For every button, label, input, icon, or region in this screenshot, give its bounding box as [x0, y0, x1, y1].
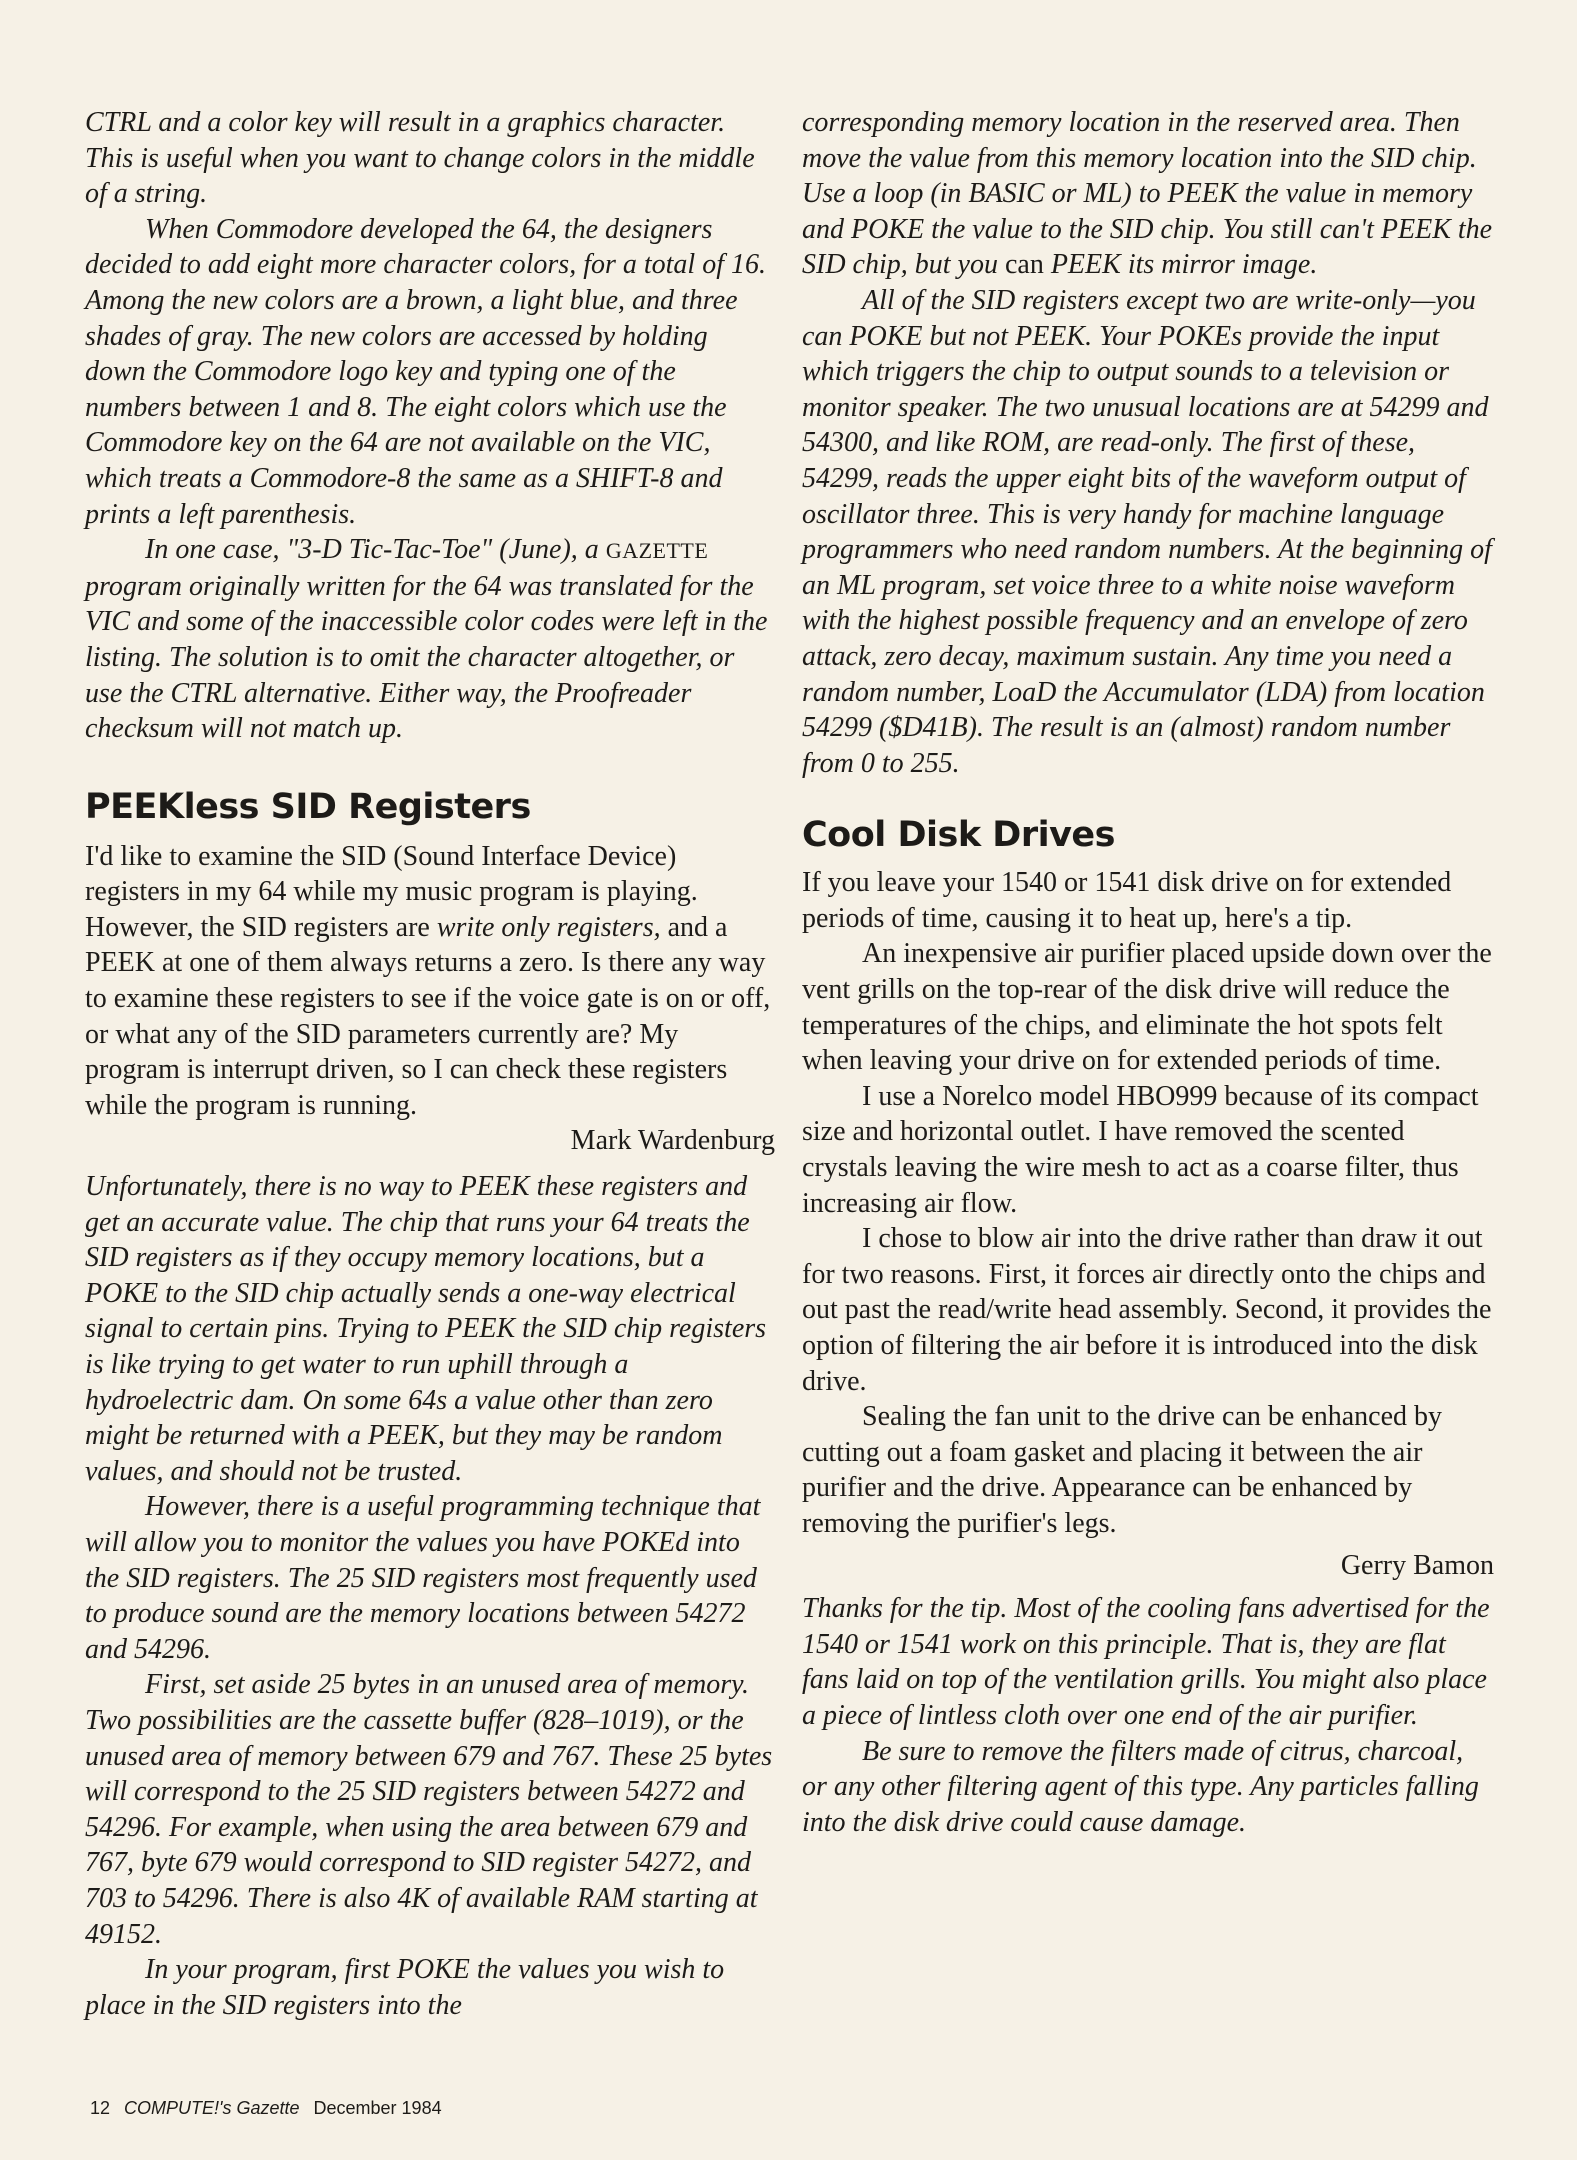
intro-p3-end: program originally written for the 64 was translated for the VIC and some of the inaccessible color codes were left in the listing. The solution is to omit the character altogether, or use the CTRL alternative. Either way, the Proofreader checksum will not match up.	[85, 570, 768, 745]
reply-paragraph-1: Thanks for the tip. Most of the cooling fans advertised for the 1540 or 1541 work on this principle. That is, they are flat fans laid on top of the ventilation grills. You might also place a piece of lintless cloth over one end of the air purifier.	[802, 1593, 1490, 1731]
gazette-smallcaps: GAZETTE	[605, 538, 709, 564]
continued-paragraph-2: All of the SID registers except two are write-only—you can POKE but not PEEK. Your POKEs provide the input which triggers the chip to output sounds to a television or monitor speaker. The two unusual locations are at 54299 and 54300, and like ROM, are read-only. The first of these, 54299, reads the upper eight bits of the waveform output of oscillator three. This is very handy for machine language programmers who need random numbers. At the beginning of an ML program, set voice three to a white noise waveform with the highest possible frequency and an envelope of zero attack, zero decay, maximum sustain. Any time you need a random number, LoaD the Accumulator (LDA) from location 54299 ($D41B). The result is an (almost) random number from 0 to 255.	[802, 284, 1492, 779]
page-footer	[90, 2098, 442, 2119]
question-paragraph	[85, 839, 775, 1124]
letter-paragraph-3: I use a Norelco model HBO999 because of its compact size and horizontal outlet. I have removed the scented crystals leaving the wire mesh to act as a coarse filter, thus increasing air flow.	[802, 1080, 1479, 1219]
answer-paragraph-3: First, set aside 25 bytes in an unused area of memory. Two possibilities are the cassette buffer (828–1019), or the unused area of memory between 679 and 767. These 25 bytes will correspond to the 25 SID registers between 54272 and 54296. For example, when using the area between 679 and 767, byte 679 would correspond to SID register 54272, and 703 to 54296. There is also 4K of available RAM starting at 49152.	[85, 1669, 773, 1950]
answer-paragraph-2: However, there is a useful programming technique that will allow you to monitor the values you have POKEd into the SID registers. The 25 SID registers most frequently used to produce sound are the memory locations between 54272 and 54296.	[85, 1491, 761, 1665]
letter-signature: Gerry Bamon	[1340, 1549, 1494, 1581]
letter-paragraph-4: I chose to blow air into the drive rather than draw it out for two reasons. First, it forces air directly onto the chips and out past the read/write head assembly. Second, it provides the option of filtering the air before it is introduced into the disk drive.	[802, 1223, 1492, 1397]
issue-date: December 1984	[313, 2098, 442, 2118]
question-part-b: and a PEEK at one of them always returns a zero. Is there any way to examine these registers to see if the voice gate is on or off, or what any of the SID parameters currently are? My program is interrupt driven, so I can check these registers while the program is running.	[85, 911, 771, 1121]
cont-p1-b: PEEK its mirror image.	[1050, 249, 1318, 281]
letter-paragraph-1: If you leave your 1540 or 1541 disk drive on for extended periods of time, causing it to heat up, here's a tip.	[802, 867, 1452, 934]
letter-paragraph-5: Sealing the fan unit to the drive can be enhanced by cutting out a foam gasket and placing it between the air purifier and the drive. Appearance can be enhanced by removing the purifier's legs.	[802, 1401, 1443, 1539]
question-signature: Mark Wardenburg	[570, 1125, 775, 1157]
section-heading-disk: Cool Disk Drives	[802, 815, 1115, 856]
right-column	[802, 105, 1494, 1840]
intro-paragraph-3	[85, 532, 775, 747]
cont-p1-roman: can	[1004, 249, 1044, 281]
publication-name: COMPUTE!'s Gazette	[124, 2098, 300, 2118]
section-heading-sid: PEEKless SID Registers	[85, 786, 531, 827]
continued-paragraph-1	[802, 105, 1494, 283]
answer-paragraph-4: In your program, first POKE the values you wish to place in the SID registers into the	[85, 1954, 725, 2021]
letter-paragraph-2: An inexpensive air purifier placed upside down over the vent grills on the top-rear of the disk drive will reduce the temperatures of the chips, and eliminate the hot spots felt when leaving your drive on for extended periods of time.	[802, 938, 1492, 1077]
intro-paragraph-1: CTRL and a color key will result in a graphics character. This is useful when you want to change colors in the middle of a string.	[85, 107, 755, 210]
left-column	[85, 105, 775, 2023]
intro-p3-start: In one case, "3-D Tic-Tac-Toe" (June), a	[145, 534, 599, 566]
intro-paragraph-2: When Commodore developed the 64, the designers decided to add eight more character colors, for a total of 16. Among the new colors are a brown, a light blue, and three shades of gray. The new colors are accessed by holding down the Commodore logo key and typing one of the numbers between 1 and 8. The eight colors which use the Commodore key on the 64 are not available on the VIC, which treats a Commodore-8 the same as a SHIFT-8 and prints a left parenthesis.	[85, 213, 766, 530]
reply-paragraph-2: Be sure to remove the filters made of citrus, charcoal, or any other filtering agent of this type. Any particles falling into the disk drive could cause damage.	[802, 1735, 1479, 1838]
page-number: 12	[90, 2098, 111, 2118]
question-part-a: I'd like to examine the SID (Sound Interface Device) registers in my 64 while my music program is playing. However, the SID registers are	[85, 840, 698, 943]
question-italic: write only registers,	[436, 911, 661, 943]
answer-paragraph-1: Unfortunately, there is no way to PEEK these registers and get an accurate value. The chip that runs your 64 treats the SID registers as if they occupy memory locations, but a POKE to the SID chip actually sends a one-way electrical signal to certain pins. Trying to PEEK the SID chip registers is like trying to get water to run uphill through a hydroelectric dam. On some 64s a value other than zero might be returned with a PEEK, but they may be random values, and should not be trusted.	[85, 1171, 767, 1487]
cont-p1-a: corresponding memory location in the reserved area. Then move the value from this memory location into the SID chip. Use a loop (in BASIC or ML) to PEEK the value in memory and POKE the value to the SID chip. You still can't PEEK the SID chip, but you	[802, 107, 1493, 281]
